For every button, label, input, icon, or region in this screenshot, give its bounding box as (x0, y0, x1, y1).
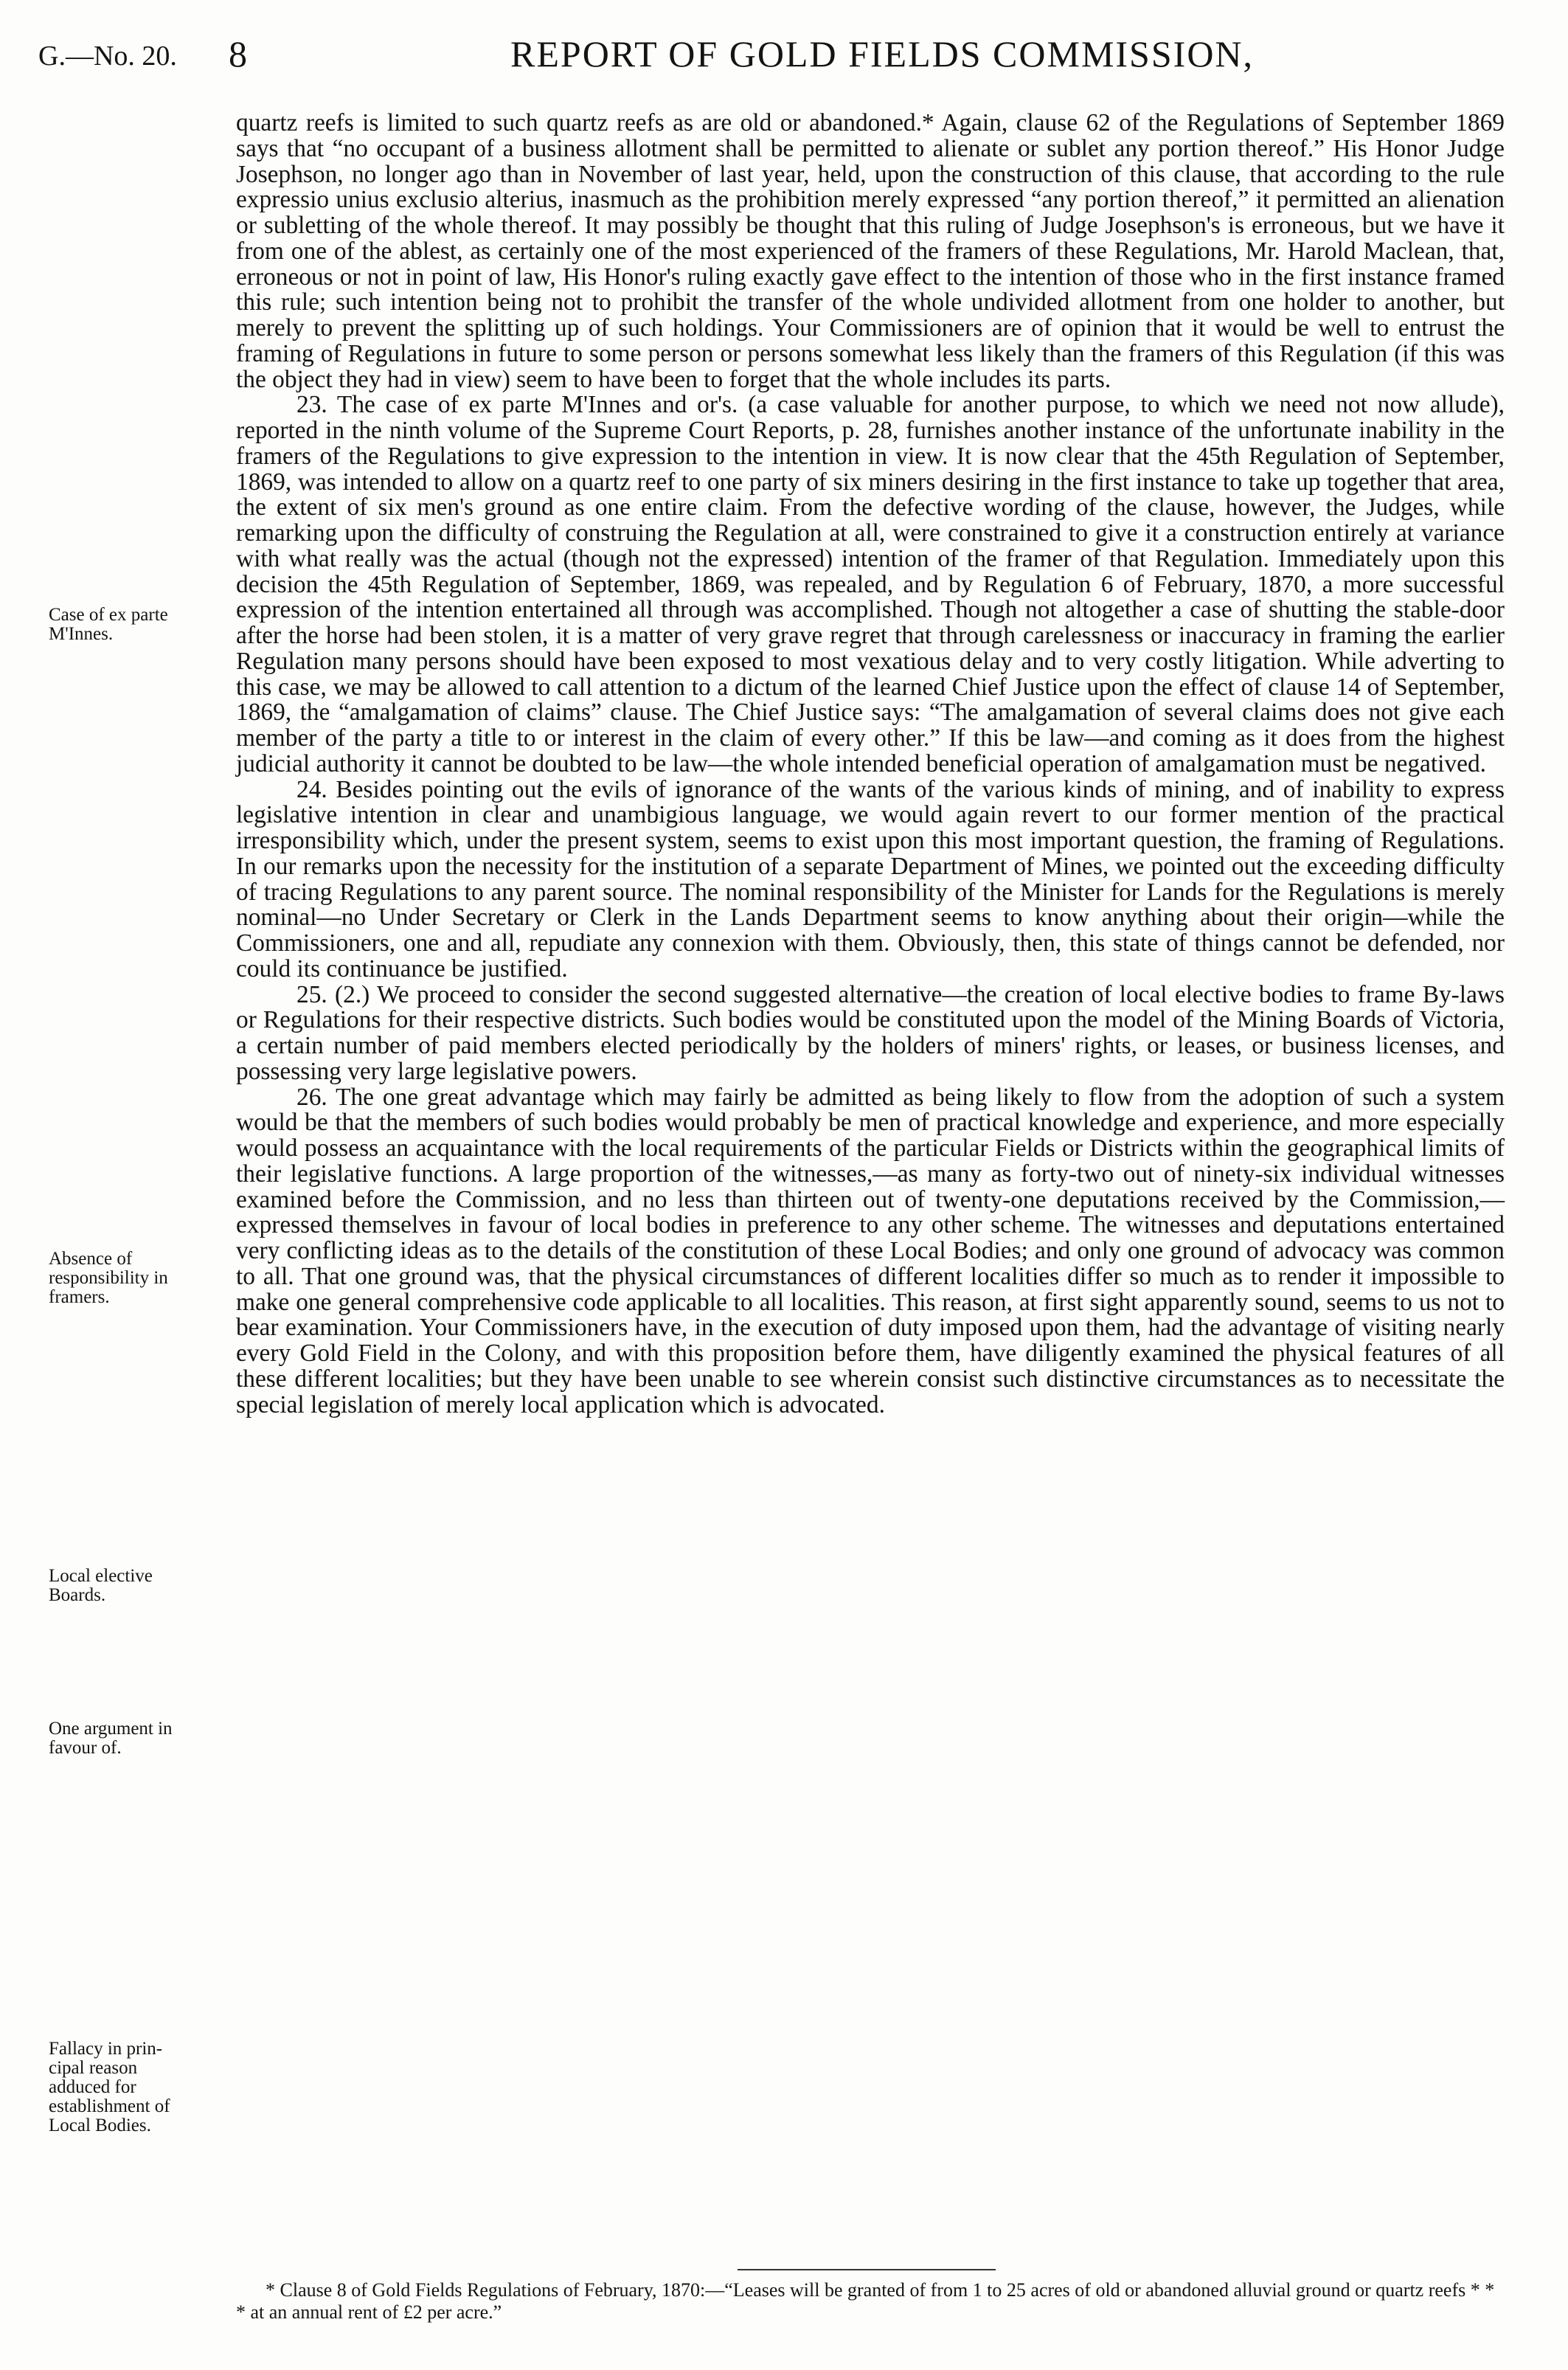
sidenote-absence-of-responsibility: Absence of responsibility in framers. (49, 1249, 168, 1307)
report-body (236, 111, 1505, 1418)
paragraph-continued: quartz reefs is limited to such quartz reefs as are old or abandoned.* Again, clause 62 of the Regulations of September 1869 says that “no occupant of a business allotment shall be permitted to alienate or sublet any portion thereof.” His Honor Judge Josephson, no longer ago than in November of last year, held, upon the construction of this clause, that according to the rule expressio unius exclusio alterius, inasmuch as the prohibition merely expressed “any portion thereof,” it permitted an alienation or subletting of the whole thereof. It may possibly be thought that this ruling of Judge Josephson's is erroneous, but we have it from one of the ablest, as certainly one of the most experienced of the framers of these Regulations, Mr. Harold Maclean, that, erroneous or not in point of law, His Honor's ruling exactly gave effect to the intention of those who in the first instance framed this rule; such intention being not to prohibit the transfer of the whole undivided allotment from one holder to another, but merely to prevent the splitting up of such holdings. Your Commissioners are of opinion that it would be well to entrust the framing of Regulations in future to some person or persons somewhat less likely than the framers of this Regulation (if this was the object they had in view) seem to have been to forget that the whole includes its parts. (236, 109, 1505, 393)
sidenote-local-elective-boards: Local elective Boards. (49, 1566, 153, 1605)
paragraph-24: 24. Besides pointing out the evils of ignorance of the wants of the various kinds of mining, and of inability to express legislative intention in clear and unambigious language, we would again revert to our former mention of the practical irresponsibility which, under the present system, seems to exist upon this most important question, the framing of Regulations. In our remarks upon the necessity for the institution of a separate Department of Mines, we pointed out the exceeding difficulty of tracing Regulations to any parent source. The nominal responsibility of the Minister for Lands for the Regulations is merely nominal—no Under Secretary or Clerk in the Lands Department seems to know anything about their origin—while the Commissioners, one and all, repudiate any connexion with them. Obviously, then, this state of things cannot be defended, nor could its continuance be justified. (236, 775, 1505, 983)
paragraph-23: 23. The case of ex parte M'Innes and or's. (a case valuable for another purpose, to which we need not now allude), reported in the ninth volume of the Supreme Court Reports, p. 28, furnishes another instance of the unfortunate inability in the framers of the Regulations to give expression to the intention in view. It is now clear that the 45th Regulation of September, 1869, was intended to allow on a quartz reef to one party of six miners desiring in the first instance to take up together that area, the extent of six men's ground as one entire claim. From the defective wording of the clause, however, the Judges, while remarking upon the difficulty of construing the Regulation at all, were constrained to give it a construction entirely at variance with what really was the actual (though not the expressed) intention of the framer of that Regulation. Immediately upon this decision the 45th Regulation of September, 1869, was repealed, and by Regulation 6 of February, 1870, a more successful expression of the intention entertained all through was accomplished. Though not altogether a case of shutting the stable-door after the horse had been stolen, it is a matter of very grave regret that through carelessness or inaccuracy in framing the earlier Regulation many persons should have been exposed to most vexatious delay and to very costly litigation. While adverting to this case, we may be allowed to call attention to a dictum of the learned Chief Justice upon the effect of clause 14 of September, 1869, the “amalgamation of claims” clause. The Chief Justice says: “The amalgamation of several claims does not give each member of the party a title to or interest in the claim of every other.” If this be law—and coming as it does from the highest judicial authority it cannot be doubted to be law—the whole intended beneficial operation of amalgamation must be negatived. (236, 391, 1505, 777)
footnote-divider (738, 2269, 996, 2270)
sidenote-mcinnes: Case of ex parte M'Innes. (49, 605, 168, 644)
page-title: REPORT OF GOLD FIELDS COMMISSION, (510, 33, 1255, 75)
paragraph-25: 25. (2.) We proceed to consider the second suggested alternative—the creation of local elective bodies to frame By-laws or Regulations for their respective districts. Such bodies would be constituted upon the model of the Mining Boards of Victoria, a certain number of paid members elected periodically by the holders of miners' rights, or leases, or business licenses, and possessing very large legislative powers. (236, 980, 1505, 1085)
paragraph-26: 26. The one great advantage which may fairly be admitted as being likely to flow from the adoption of such a system would be that the members of such bodies would probably be men of practical knowledge and experience, and more especially would possess an acquaintance with the local requirements of the particular Fields or Districts within the geographical limits of their legislative functions. A large proportion of the witnesses,—as many as forty-two out of ninety-six individual witnesses examined before the Commission, and no less than thirteen out of twenty-one deputations received by the Commission,—expressed themselves in favour of local bodies in preference to any other scheme. The witnesses and deputations entertained very conflicting ideas as to the details of the constitution of these Local Bodies; and only one ground of advocacy was common to all. That one ground was, that the physical circumstances of different localities differ so much as to render it impossible to make one general comprehensive code applicable to all localities. This reason, at first sight apparently sound, seems to us not to bear examination. Your Commissioners have, in the execution of duty imposed upon them, had the advantage of visiting nearly every Gold Field in the Colony, and with this proposition before them, have diligently examined the physical features of all these different localities; but they have been unable to see wherein consist such distinctive circumstances as to necessitate the special legislation of merely local application which is advocated. (236, 1083, 1505, 1418)
page-header (38, 32, 1513, 84)
page-number: 8 (229, 33, 247, 75)
sidenote-one-argument: One argument in favour of. (49, 1719, 173, 1758)
footnote: * Clause 8 of Gold Fields Regulations of February, 1870:—“Leases will be granted of from 1 to 25 acres of old or abandoned alluvial ground or quartz reefs * * * at an annual rent of £2 per acre.” (236, 2279, 1495, 2323)
document-reference: G.—No. 20. (38, 41, 177, 72)
sidenote-fallacy: Fallacy in prin- cipal reason adduced for establishment of Local Bodies. (49, 2039, 170, 2135)
